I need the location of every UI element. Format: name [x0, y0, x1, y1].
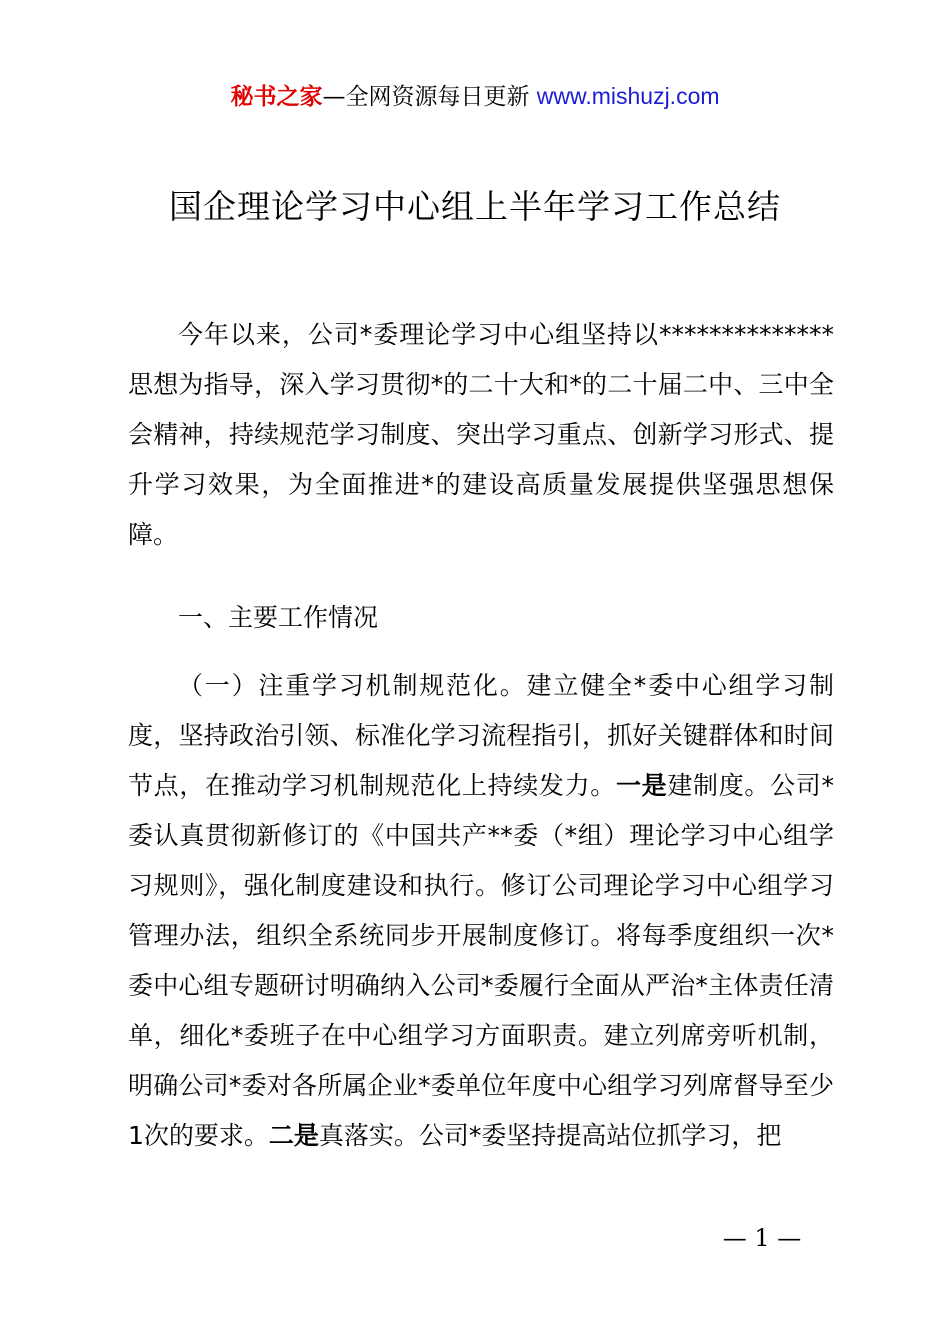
- bold-lead-second: 二是: [268, 1121, 319, 1150]
- brand-name: 秘书之家: [230, 84, 323, 110]
- site-url-link[interactable]: www.mishuzj.com: [536, 83, 720, 109]
- document-body: [128, 310, 834, 1161]
- section-heading: 一、主要工作情况: [178, 603, 379, 632]
- site-header: [0, 80, 950, 113]
- intro-paragraph: 今年以来，公司*委理论学习中心组坚持以**************思想为指导，深入学习贯彻*的二十大和*的二十届二中、三中全会精神，持续规范学习制度、突出学习重点、创新学习形式、提升学习效果，为全面推进*的建设高质量发展提供坚强思想保障。: [128, 320, 834, 549]
- document-title: 国企理论学习中心组上半年学习工作总结: [169, 187, 781, 226]
- paragraph-text: 建制度。公司*委认真贯彻新修订的《中国共产**委（*组）理论学习中心组学习规则》，强化制度建设和执行。修订公司理论学习中心组学习管理办法，组织全系统同步开展制度修订。将每季度组织一次*委中心组专题研讨明确纳入公司*委履行全面从严治*主体责任清单，细化*委班子在中心组学习方面职责。建立列席旁听机制，明确公司*委对各所属企业*委单位年度中心组学习列席督导至少1次的要求。: [128, 771, 834, 1150]
- subsection-paragraph: [128, 661, 834, 1161]
- header-slogan: —全网资源每日更新: [322, 84, 530, 110]
- paragraph-text: （一）注重学习机制规范化。建立健全*委中心组学习制度，坚持政治引领、标准化学习流程指引，抓好关键群体和时间节点，在推动学习机制规范化上持续发力。: [128, 671, 834, 800]
- paragraph-text: 真落实。公司*委坚持提高站位抓学习，把: [318, 1121, 782, 1150]
- bold-lead-first: 一是: [616, 771, 668, 800]
- page-number: — 1 —: [722, 1224, 802, 1252]
